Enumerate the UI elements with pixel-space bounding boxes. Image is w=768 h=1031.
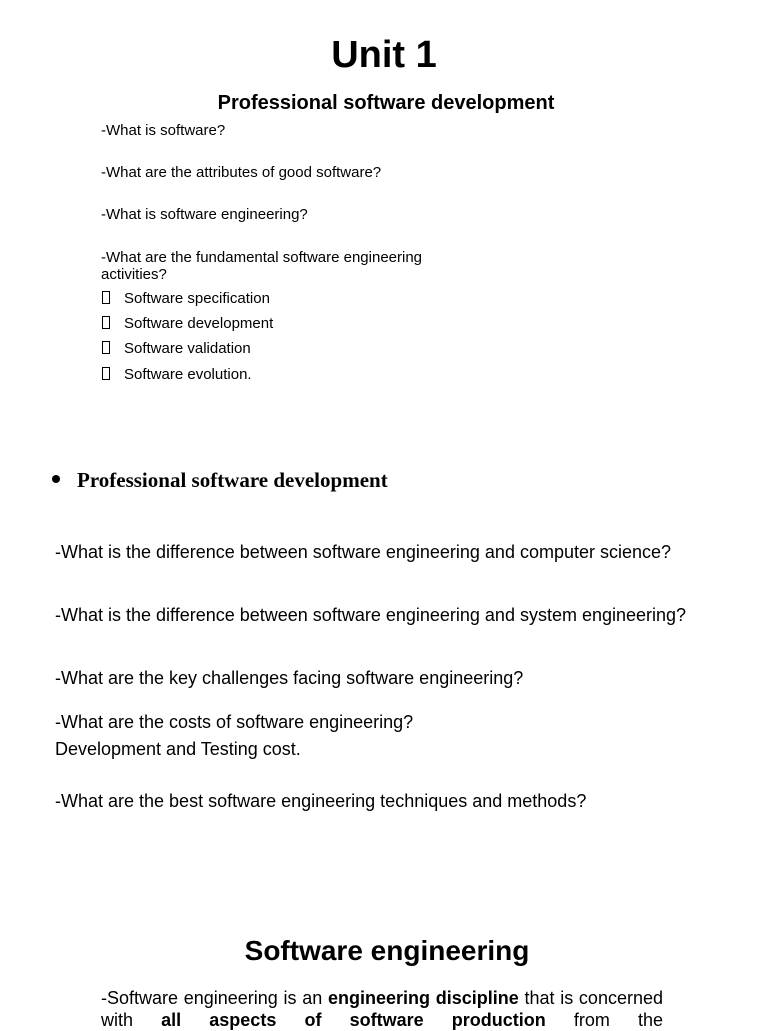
intro-question: activities? xyxy=(101,266,167,283)
intro-question: -What is software? xyxy=(101,122,226,139)
activity-item xyxy=(101,366,252,384)
software-engineering-heading: Software engineering xyxy=(244,935,530,966)
definition-text: from the xyxy=(545,1010,663,1030)
page-title: Unit 1 xyxy=(331,34,437,76)
bullet-dot-icon xyxy=(52,475,60,483)
page-subtitle: Professional software development xyxy=(217,92,555,114)
square-bullet-icon xyxy=(102,341,110,354)
square-bullet-icon xyxy=(102,316,110,329)
activity-item xyxy=(101,290,270,308)
activity-label: Software specification xyxy=(124,290,270,307)
definition-bold: all aspects of software production xyxy=(161,1010,546,1030)
section-heading-text: Professional software development xyxy=(77,468,388,492)
intro-question: -What is software engineering? xyxy=(101,206,308,223)
definition-bold: engineering discipline xyxy=(328,988,519,1008)
question: -What are the best software engineering techniques and methods? xyxy=(55,791,587,811)
question: -What are the key challenges facing software engineering? xyxy=(55,668,524,688)
cost-answer: Development and Testing cost. xyxy=(55,739,301,759)
question: -What is the difference between software engineering and system engineering? xyxy=(55,605,687,625)
activity-item xyxy=(101,340,251,358)
intro-question: -What are the fundamental software engineering xyxy=(101,249,423,266)
definition-paragraph xyxy=(101,987,663,1031)
square-bullet-icon xyxy=(102,367,110,380)
question: -What is the difference between software engineering and computer science? xyxy=(55,542,672,562)
activity-label: Software development xyxy=(124,315,274,332)
square-bullet-icon xyxy=(102,291,110,304)
activity-label: Software validation xyxy=(124,340,251,357)
question: -What are the costs of software engineering? xyxy=(55,712,414,732)
section-heading xyxy=(52,467,388,493)
activity-label: Software evolution. xyxy=(124,366,252,383)
definition-text: that is concerned with xyxy=(101,988,663,1030)
activity-item xyxy=(101,315,273,333)
definition-text: -Software engineering is an xyxy=(101,988,328,1008)
intro-question: -What are the attributes of good software? xyxy=(101,164,382,181)
